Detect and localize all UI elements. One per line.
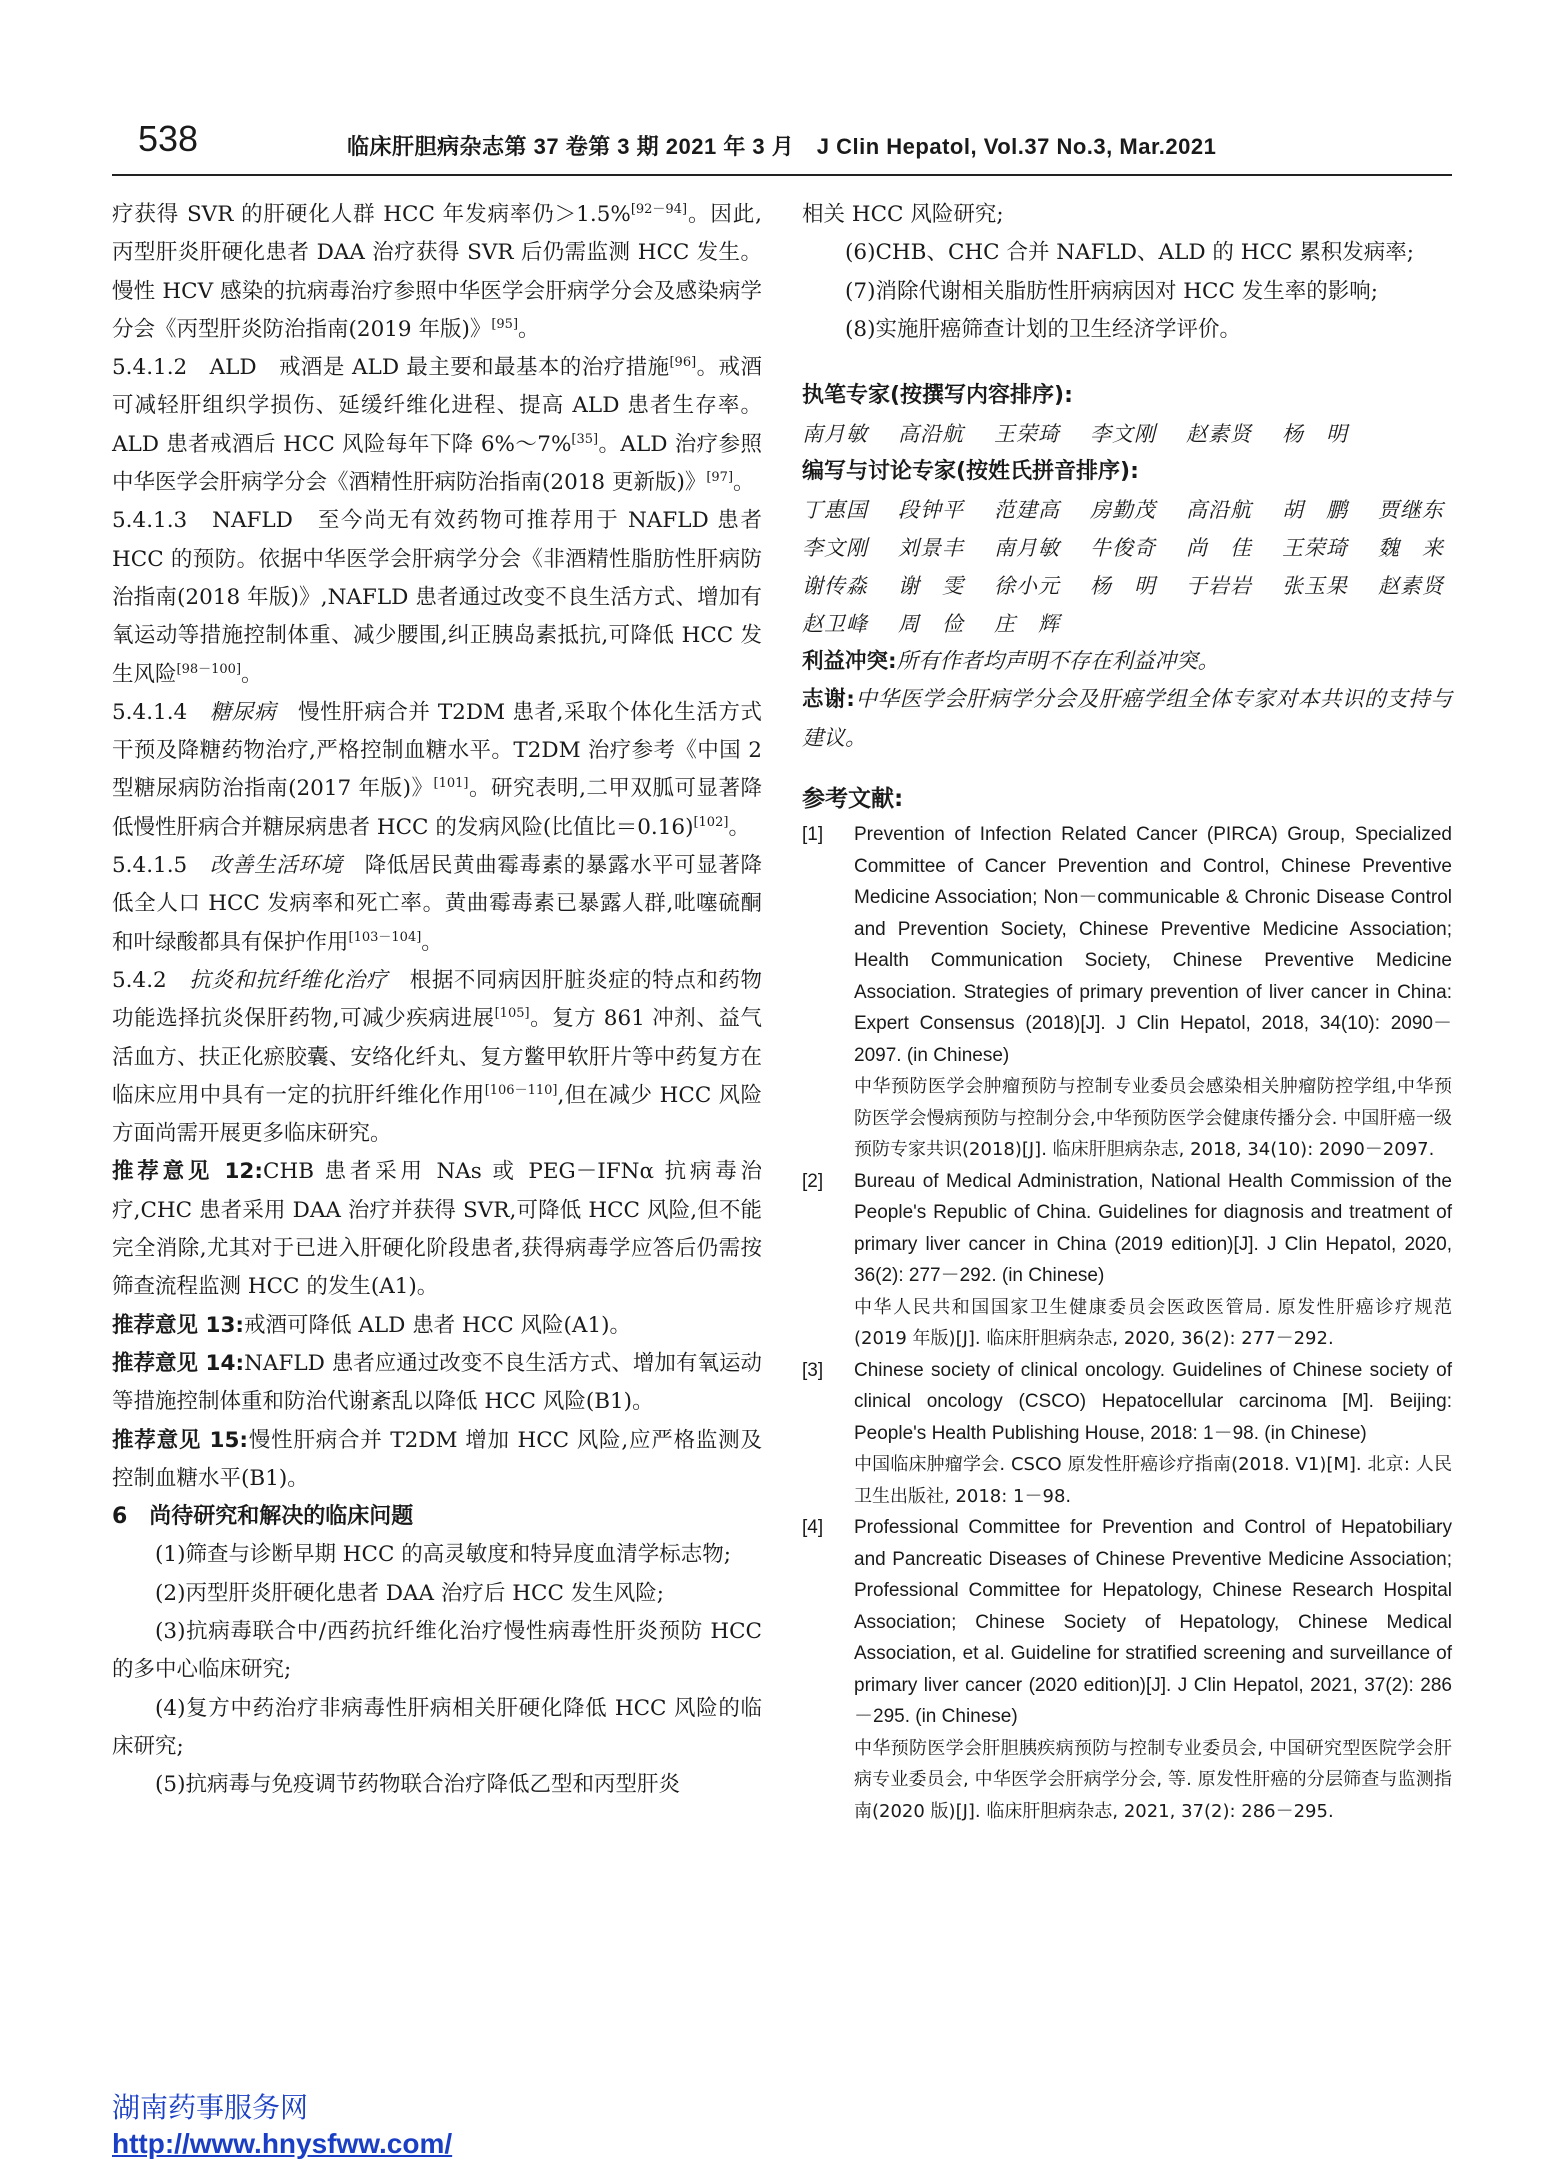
discussion-experts-row — [802, 529, 1452, 567]
right-column — [802, 196, 1452, 1827]
acknowledgement: 志谢:中华医学会肝病学分会及肝癌学组全体专家对本共识的支持与建议。 — [802, 687, 1452, 751]
expert-name: 高沿航 — [1186, 498, 1252, 523]
expert-name: 赵素贤 — [1378, 574, 1444, 599]
question-5-continued: 相关 HCC 风险研究; — [802, 202, 1004, 227]
expert-name: 谢 雯 — [898, 574, 964, 599]
expert-name: 段钟平 — [898, 498, 964, 523]
writer-name: 王荣琦 — [994, 422, 1060, 447]
writer-name: 南月敏 — [802, 422, 868, 447]
question-4: (4)复方中药治疗非病毒性肝病相关肝硬化降低 HCC 风险的临床研究; — [112, 1695, 762, 1759]
section-5-4-1-5: 5.4.1.5 改善生活环境 降低居民黄曲霉毒素的暴露水平可显著降低全人口 HCC 发病率和死亡率。黄曲霉毒素已暴露人群,吡噻硫酮和叶绿酸都具有保护作用[103－104]。 — [112, 853, 762, 955]
expert-name: 刘景丰 — [898, 536, 964, 561]
writer-name: 高沿航 — [898, 422, 964, 447]
writer-name: 杨 明 — [1282, 422, 1348, 447]
question-7: (7)消除代谢相关脂肪性肝病病因对 HCC 发生率的影响; — [845, 278, 1379, 304]
expert-name: 胡 鹏 — [1282, 498, 1348, 523]
expert-name: 房勤茂 — [1090, 498, 1156, 523]
recommendation-12: 推荐意见 12:CHB 患者采用 NAs 或 PEG－IFNα 抗病毒治疗,CHC 患者采用 DAA 治疗并获得 SVR,可降低 HCC 风险,但不能完全消除,尤其对于已进入肝硬化阶段患者,获得病毒学应答后仍需按筛查流程监测 HCC 的发生(A1)。 — [112, 1159, 762, 1300]
expert-name: 徐小元 — [994, 574, 1060, 599]
expert-name: 张玉果 — [1282, 574, 1348, 599]
writer-name: 赵素贤 — [1186, 422, 1252, 447]
expert-name: 南月敏 — [994, 536, 1060, 561]
writers-list — [802, 415, 1452, 453]
discussion-experts-title: 编写与讨论专家(按姓氏拼音排序): — [802, 459, 1139, 485]
section-5-4-2: 5.4.2 抗炎和抗纤维化治疗 根据不同病因肝脏炎症的特点和药物功能选择抗炎保肝药物,可减少疾病进展[105]。复方 861 冲剂、益气活血方、扶正化瘀胶囊、安络化纤丸、复方鳖甲软肝片等中药复方在临床应用中具有一定的抗肝纤维化作用[106－110],但在减少 HCC 风险方面尚需开展更多临床研究。 — [112, 967, 762, 1147]
question-3: (3)抗病毒联合中/西药抗纤维化治疗慢性病毒性肝炎预防 HCC 的多中心临床研究; — [112, 1618, 762, 1683]
section-5-4-1-4: 5.4.1.4 糖尿病 慢性肝病合并 T2DM 患者,采取个体化生活方式干预及降糖药物治疗,严格控制血糖水平。T2DM 治疗参考《中国 2 型糖尿病防治指南(2017 年版)》[101]。研究表明,二甲双胍可显著降低慢性肝病合并糖尿病患者 HCC 的发病风险(比值比＝0.16)[102]。 — [112, 699, 763, 840]
writers-title: 执笔专家(按撰写内容排序): — [802, 383, 1073, 409]
section-5-4-1-2: 5.4.1.2 ALD 戒酒是 ALD 最主要和最基本的治疗措施[96]。戒酒可减轻肝组织学损伤、延缓纤维化进程、提高 ALD 患者生存率。ALD 患者戒酒后 HCC 风险每年下降 6%～7%[35]。ALD 治疗参照中华医学会肝病学分会《酒精性肝病防治指南(2018 更新版)》[97]。 — [112, 355, 762, 496]
references-title: 参考文献: — [802, 786, 904, 813]
expert-name: 范建高 — [994, 498, 1060, 523]
discussion-experts-row — [802, 567, 1452, 605]
left-column — [112, 196, 762, 1804]
expert-name: 谢传淼 — [802, 574, 868, 599]
expert-name: 王荣琦 — [1282, 536, 1348, 561]
discussion-experts-row — [802, 491, 1452, 529]
expert-name: 杨 明 — [1090, 574, 1156, 599]
discussion-experts-row — [802, 605, 1452, 643]
page-header — [112, 118, 1452, 176]
page-number: 538 — [138, 118, 199, 159]
expert-name: 牛俊奇 — [1090, 536, 1156, 561]
section-5-4-1-3: 5.4.1.3 NAFLD 至今尚无有效药物可推荐用于 NAFLD 患者 HCC 的预防。依据中华医学会肝病学分会《非酒精性脂肪性肝病防治指南(2018 年版)》,NAFLD 患者通过改变不良生活方式、增加有氧运动等措施控制体重、减少腰围,纠正胰岛素抵抗,可降低 HCC 发生风险[98－100]。 — [112, 508, 762, 687]
reference-item: [3] Chinese society of clinical oncology. Guidelines of Chinese society of clinical oncology (CSCO) Hepatocellular carcinoma [M]. Beijing: People's Health Publishing House, 2018: 1－98. (in Chinese) 中国临床肿瘤学会. CSCO 原发性肝癌诊疗指南(2018. V1)[M]. 北京: 人民卫生出版社, 2018: 1－98. — [802, 1359, 1452, 1507]
expert-name: 李文刚 — [802, 536, 868, 561]
expert-name: 尚 佳 — [1186, 536, 1252, 561]
expert-name: 魏 来 — [1378, 536, 1444, 561]
recommendation-13: 推荐意见 13:戒酒可降低 ALD 患者 HCC 风险(A1)。 — [112, 1312, 632, 1338]
reference-item: [4] Professional Committee for Prevention and Control of Hepatobiliary and Pancreatic Diseases of Chinese Preventive Medicine Association; Professional Committee for Hepatology, Chinese Research Hospital Association; Chinese Society of Hepatology, Chinese Medical Association, et al. Guideline for stratified screening and surveillance of primary liver cancer (2020 edition)[J]. J Clin Hepatol, 2021, 37(2): 286－295. (in Chinese) 中华预防医学会肝胆胰疾病预防与控制专业委员会, 中国研究型医院学会肝病专业委员会, 中华医学会肝病学分会, 等. 原发性肝癌的分层筛查与监测指南(2020 版)[J]. 临床肝胆病杂志, 2021, 37(2): 286－295. — [802, 1517, 1452, 1822]
recommendation-14: 推荐意见 14:NAFLD 患者应通过改变不良生活方式、增加有氧运动等措施控制体重和防治代谢紊乱以降低 HCC 风险(B1)。 — [112, 1350, 762, 1415]
question-1: (1)筛查与诊断早期 HCC 的高灵敏度和特异度血清学标志物; — [155, 1542, 732, 1568]
reference-item: [1] Prevention of Infection Related Cancer (PIRCA) Group, Specialized Committee of Cancer Prevention and Control, Chinese Preventive Medicine Association; Non－communicable & Chronic Disease Control and Prevention Society, Chinese Preventive Medicine Association; Health Communication Society, Chinese Preventive Medicine Association. Strategies of primary prevention of liver cancer in China: Expert Consensus (2018)[J]. J Clin Hepatol, 2018, 34(10): 2090－2097. (in Chinese) 中华预防医学会肿瘤预防与控制专业委员会感染相关肿瘤防控学组,中华预防医学会慢病预防与控制分会,中华预防医学会健康传播分会. 中国肝癌一级预防专家共识(2018)[J]. 临床肝胆病杂志, 2018, 34(10): 2090－2097. — [802, 824, 1452, 1161]
watermark-footer — [112, 2090, 452, 2162]
conflict-of-interest: 利益冲突:所有作者均声明不存在利益冲突。 — [802, 649, 1220, 675]
site-name: 湖南药事服务网 — [112, 2091, 309, 2124]
writer-name: 李文刚 — [1090, 422, 1156, 447]
site-url-link[interactable]: http://www.hnysfww.com/ — [112, 2128, 453, 2159]
expert-name: 丁惠国 — [802, 498, 868, 523]
expert-name: 周 俭 — [898, 612, 964, 637]
journal-citation: 临床肝胆病杂志第 37 卷第 3 期 2021 年 3 月 J Clin Hepatol, Vol.37 No.3, Mar.2021 — [347, 134, 1217, 159]
question-5: (5)抗病毒与免疫调节药物联合治疗降低乙型和丙型肝炎 — [155, 1772, 680, 1798]
question-6: (6)CHB、CHC 合并 NAFLD、ALD 的 HCC 累积发病率; — [845, 240, 1414, 266]
paragraph-svr: 疗获得 SVR 的肝硬化人群 HCC 年发病率仍＞1.5%[92－94]。因此,丙型肝炎肝硬化患者 DAA 治疗获得 SVR 后仍需监测 HCC 发生。慢性 HCV 感染的抗病毒治疗参照中华医学会肝病学分会及感染病学分会《丙型肝炎防治指南(2019 年版)》[95]。 — [112, 201, 762, 342]
expert-name: 于岩岩 — [1186, 574, 1252, 599]
reference-item: [2] Bureau of Medical Administration, National Health Commission of the People's Republic of China. Guidelines for diagnosis and treatment of primary liver cancer in China (2019 edition)[J]. J Clin Hepatol, 2020, 36(2): 277－292. (in Chinese) 中华人民共和国国家卫生健康委员会医政医管局. 原发性肝癌诊疗规范(2019 年版)[J]. 临床肝胆病杂志, 2020, 36(2): 277－292. — [802, 1170, 1452, 1350]
expert-name: 庄 辉 — [994, 612, 1060, 637]
expert-name: 贾继东 — [1378, 498, 1444, 523]
question-8: (8)实施肝癌筛查计划的卫生经济学评价。 — [845, 316, 1241, 342]
expert-name: 赵卫峰 — [802, 612, 868, 637]
section-number: 5.4.1.2 — [112, 355, 188, 381]
question-2: (2)丙型肝炎肝硬化患者 DAA 治疗后 HCC 发生风险; — [155, 1580, 664, 1606]
recommendation-15: 推荐意见 15:慢性肝病合并 T2DM 增加 HCC 风险,应严格监测及控制血糖水平(B1)。 — [112, 1427, 762, 1491]
section-6-heading: 6 尚待研究和解决的临床问题 — [112, 1504, 414, 1530]
